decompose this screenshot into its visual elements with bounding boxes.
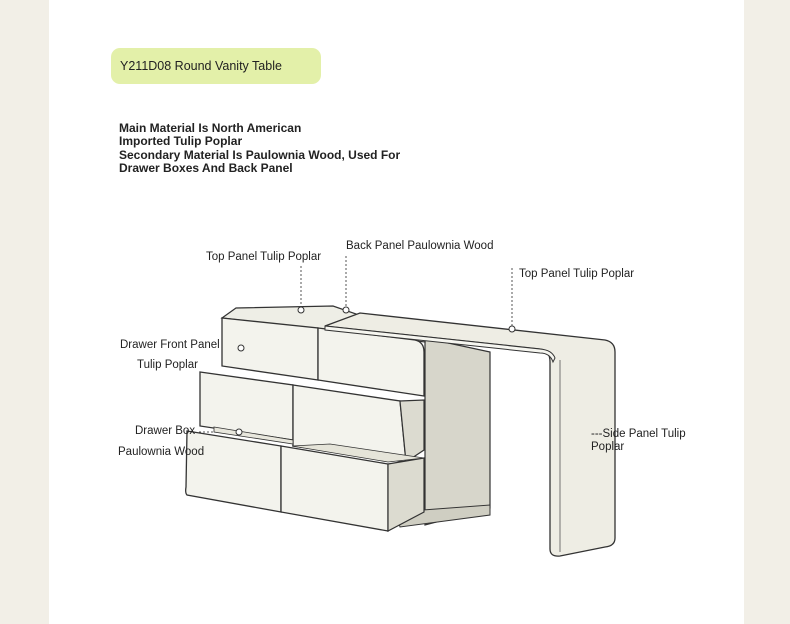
label-top-panel-right: Top Panel Tulip Poplar <box>519 268 635 280</box>
material-line-3: Secondary Material Is Paulownia Wood, Used For <box>119 148 401 162</box>
label-top-panel-left: Top Panel Tulip Poplar <box>206 251 322 263</box>
label-drawer-front-line2: Tulip Poplar <box>137 359 198 371</box>
label-side-panel-line1: ---Side Panel Tulip <box>591 428 686 440</box>
product-title-badge: Y211D08 Round Vanity Table <box>111 48 321 84</box>
label-drawer-box-line1: Drawer Box <box>135 425 196 437</box>
material-line-2: Imported Tulip Poplar <box>119 134 243 148</box>
label-drawer-box-line2: Paulownia Wood <box>118 446 205 458</box>
label-drawer-front-line1: Drawer Front Panel <box>120 339 220 351</box>
label-side-panel-line2: Poplar <box>591 441 625 453</box>
label-back-panel: Back Panel Paulownia Wood <box>346 240 494 252</box>
material-line-1: Main Material Is North American <box>119 121 302 135</box>
material-line-4: Drawer Boxes And Back Panel <box>119 161 293 175</box>
